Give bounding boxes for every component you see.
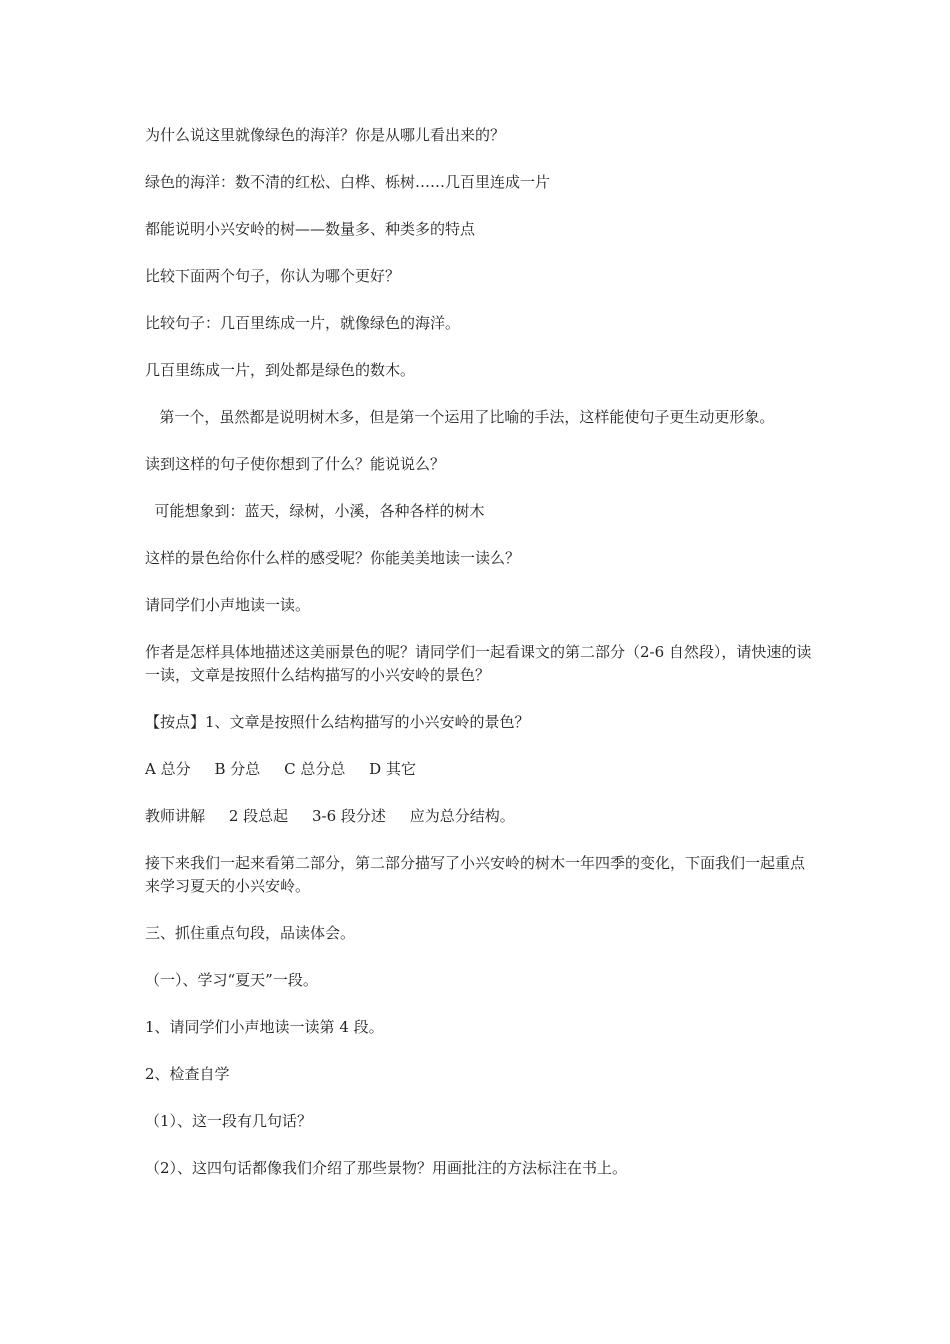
paragraph: 【按点】1、文章是按照什么结构描写的小兴安岭的景色？ [145,713,530,731]
paragraph: 接下来我们一起来看第二部分，第二部分描写了小兴安岭的树木一年四季的变化，下面我们一起重点来学习夏天的小兴安岭。 [145,854,806,895]
paragraph: 2、检查自学 [145,1065,230,1083]
paragraph: 比较下面两个句子，你认为哪个更好？ [145,267,401,285]
paragraph: 请同学们小声地读一读。 [145,596,311,614]
paragraph: 1、请同学们小声地读一读第 4 段。 [145,1018,384,1036]
subsection-heading: （一）、学习“夏天”一段。 [145,971,318,989]
paragraph: （2）、这四句话都像我们介绍了那些景物？用画批注的方法标注在书上。 [145,1159,628,1177]
paragraph: 教师讲解 2 段总起 3-6 段分述 应为总分结构。 [145,807,515,825]
paragraph: 比较句子：几百里练成一片，就像绿色的海洋。 [145,314,461,332]
paragraph: （1）、这一段有几句话？ [145,1112,313,1130]
paragraph: 作者是怎样具体地描述这美丽景色的呢？请同学们一起看课文的第二部分（2-6 自然段），请快速的读一读，文章是按照什么结构描写的小兴安岭的景色？ [145,643,812,684]
paragraph: 可能想象到：蓝天，绿树，小溪，各种各样的树木 [145,502,485,520]
section-heading: 三、抓住重点句段，品读体会。 [145,924,356,942]
paragraph: 几百里练成一片，到处都是绿色的数木。 [145,361,416,379]
paragraph: 读到这样的句子使你想到了什么？能说说么？ [145,455,446,473]
options-line: A 总分 B 分总 C 总分总 D 其它 [145,760,416,778]
paragraph: 都能说明小兴安岭的树——数量多、种类多的特点 [145,220,476,238]
document-body [145,124,815,1204]
paragraph: 为什么说这里就像绿色的海洋？你是从哪儿看出来的？ [145,126,506,144]
paragraph: 绿色的海洋：数不清的红松、白桦、栎树……几百里连成一片 [145,173,551,191]
paragraph: 第一个，虽然都是说明树木多，但是第一个运用了比喻的手法，这样能使句子更生动更形象。 [145,408,775,426]
paragraph: 这样的景色给你什么样的感受呢？你能美美地读一读么？ [145,549,521,567]
